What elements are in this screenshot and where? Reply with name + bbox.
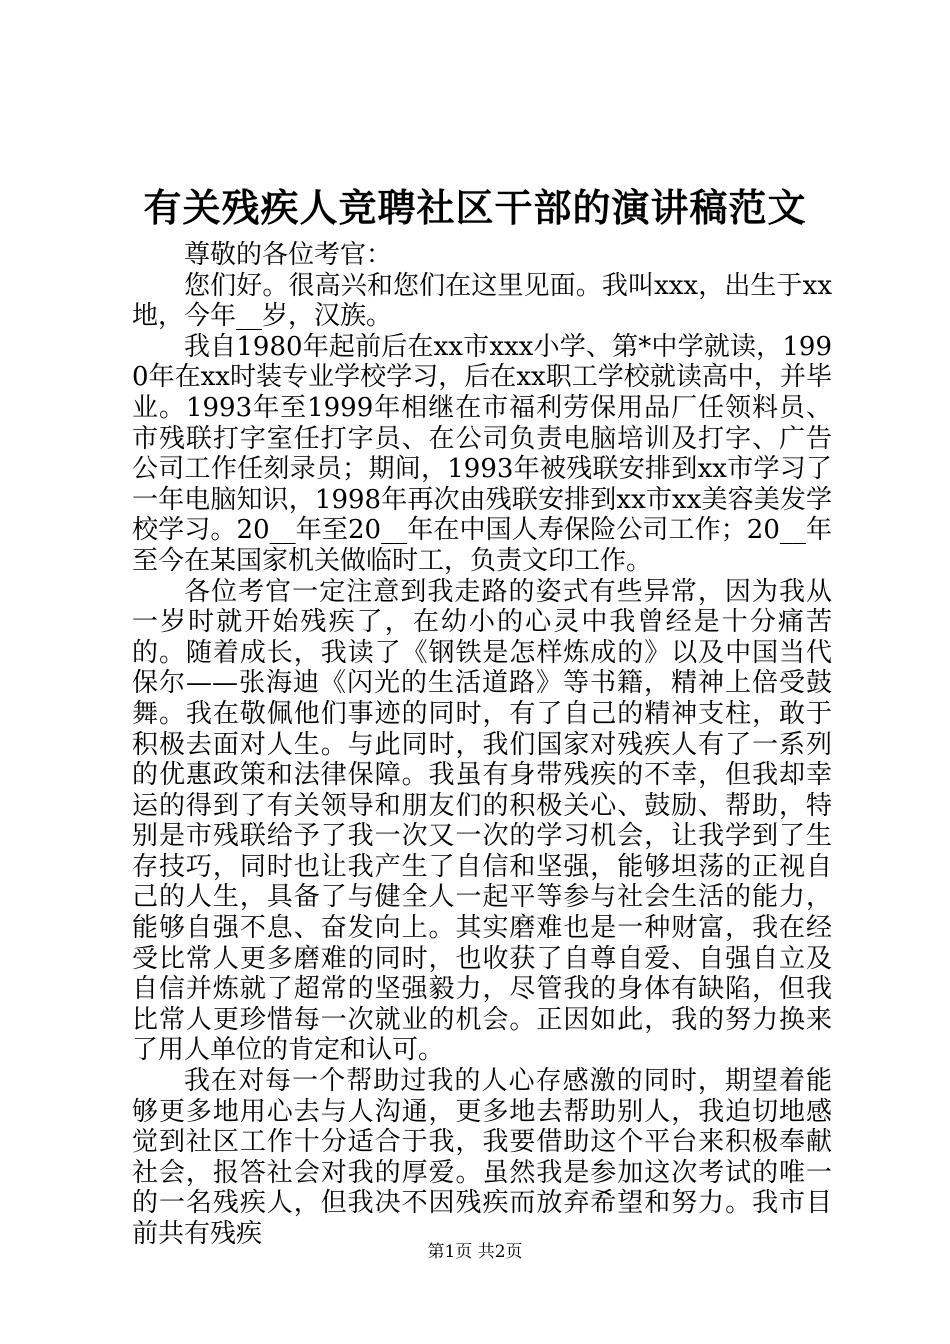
- paragraph-education-work: 我自1980年起前后在xx市xxx小学、第*中学就读，1990年在xx时装专业学校学习，后在xx职工学校就读高中，并毕业。1993年至1999年相继在市福利劳保用品厂任领料员、市残联打字室任打字员、在公司负责电脑培训及打字、广告公司工作任刻录员；期间，1993年被残联安排到xx市学习了一年电脑知识，1998年再次由残联安排到xx市xx美容美发学校学习。20__年至20__年在中国人寿保险公司工作；20__年至今在某国家机关做临时工，负责文印工作。: [132, 331, 832, 576]
- paragraph-salutation: 尊敬的各位考官：: [184, 240, 393, 270]
- document-title: 有关残疾人竞聘社区干部的演讲稿范文: [143, 185, 807, 230]
- paragraph-disability-experience: 各位考官一定注意到我走路的姿式有些异常，因为我从一岁时就开始残疾了，在幼小的心灵中我曾经是十分痛苦的。随着成长，我读了《钢铁是怎样炼成的》以及中国当代保尔——张海迪《闪光的生活道路》等书籍，精神上倍受鼓舞。我在敬佩他们事迹的同时，有了自己的精神支柱，敢于积极去面对人生。与此同时，我们国家对残疾人有了一系列的优惠政策和法律保障。我虽有身带残疾的不幸，但我却幸运的得到了有关领导和朋友们的积极关心、鼓励、帮助，特别是市残联给予了我一次又一次的学习机会，让我学到了生存技巧，同时也让我产生了自信和坚强，能够坦荡的正视自己的人生，具备了与健全人一起平等参与社会生活的能力，能够自强不息、奋发向上。其实磨难也是一种财富，我在经受比常人更多磨难的同时，也收获了自尊自爱、自强自立及自信并炼就了超常的坚强毅力，尽管我的身体有缺陷，但我比常人更珍惜每一次就业的机会。正因如此，我的努力换来了用人单位的肯定和认可。: [132, 576, 832, 1066]
- paragraph-greeting: 您们好。很高兴和您们在这里见面。我叫xxx，出生于xx地，今年__岁，汉族。: [132, 270, 832, 332]
- paragraph-community-work: 我在对每一个帮助过我的人心存感激的同时，期望着能够更多地用心去与人沟通，更多地去帮助别人，我迫切地感觉到社区工作十分适合于我，我要借助这个平台来积极奉献社会，报答社会对我的厚爱。虽然我是参加这次考试的唯一的一名残疾人，但我决不因残疾而放弃希望和努力。我市目前共有残疾: [132, 1066, 832, 1249]
- document-body: [132, 240, 832, 1250]
- page-footer: 第1页 共2页: [427, 1242, 523, 1262]
